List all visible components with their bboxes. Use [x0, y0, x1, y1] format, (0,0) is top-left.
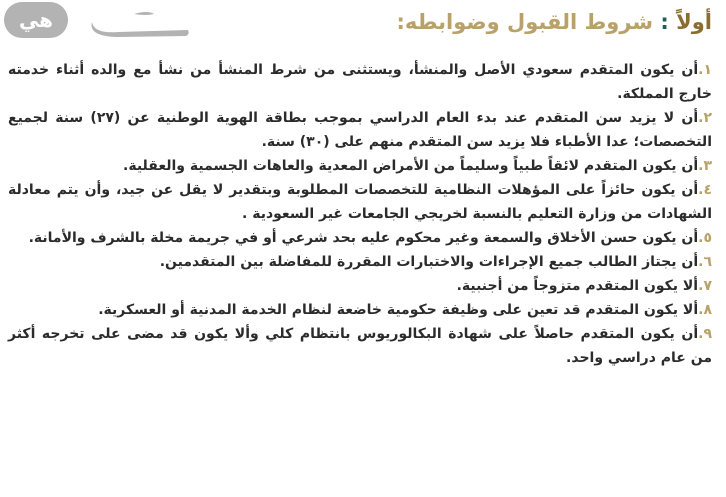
site-logo [0, 0, 200, 46]
condition-number: ٤. [698, 182, 712, 198]
condition-item [8, 106, 712, 154]
condition-text: أن يجتاز الطالب جميع الإجراءات والاختبارات المقررة للمفاضلة بين المتقدمين. [159, 254, 699, 270]
condition-text: ألا يكون المتقدم متزوجاً من أجنبية. [456, 278, 699, 294]
condition-number: ٩. [698, 326, 712, 342]
condition-number: ٥. [698, 230, 712, 246]
condition-number: ١. [698, 62, 712, 78]
condition-text: أن يكون حسن الأخلاق والسمعة وغير محكوم عليه بحد شرعي أو في جريمة مخلة بالشرف والأمانة. [28, 230, 699, 246]
condition-text: أن يكون حائزاً على المؤهلات النظامية للتخصصات المطلوبة وبتقدير لا يقل عن جيد، وأن يتم معادلة الشهادات من وزارة التعليم بالنسبة لخريجي الجامعات غير السعودية . [8, 182, 712, 222]
condition-text: أن يكون المتقدم سعودي الأصل والمنشأ، ويستثنى من شرط المنشأ من نشأ مع والده أثناء خدمته خارج المملكة. [8, 62, 712, 102]
section-heading [397, 10, 712, 34]
condition-text: ألا يكون المتقدم قد تعين على وظيفة حكومية خاضعة لنظام الخدمة المدنية أو العسكرية. [98, 302, 699, 318]
condition-item [8, 298, 712, 322]
condition-item [8, 226, 712, 250]
conditions-list [8, 58, 712, 370]
condition-text: أن لا يزيد سن المتقدم عند بدء العام الدراسي بموجب بطاقة الهوية الوطنية عن (٢٧) سنة لجميع التخصصات؛ عدا الأطباء فلا يزيد سن المتقدم منهم على (٣٠) سنة. [8, 110, 712, 150]
condition-item [8, 250, 712, 274]
logo-brush-icon [88, 8, 192, 38]
condition-number: ٣. [698, 158, 712, 174]
condition-item [8, 322, 712, 370]
condition-item [8, 58, 712, 106]
condition-item [8, 154, 712, 178]
condition-number: ٨. [698, 302, 712, 318]
heading-label: أولاً [676, 10, 712, 34]
condition-text: أن يكون المتقدم حاصلاً على شهادة البكالوريوس بانتظام كلي وألا يكون قد مضى على تخرجه أكثر من عام دراسي واحد. [8, 326, 712, 366]
condition-item [8, 274, 712, 298]
condition-number: ٦. [698, 254, 712, 270]
condition-number: ٧. [698, 278, 712, 294]
logo-badge: هي [4, 2, 68, 38]
condition-item [8, 178, 712, 226]
heading-colon: : [660, 10, 669, 34]
condition-number: ٢. [698, 110, 712, 126]
heading-title: شروط القبول وضوابطه: [396, 10, 654, 34]
condition-text: أن يكون المتقدم لائقاً طبياً وسليماً من الأمراض المعدية والعاهات الجسمية والعقلية. [123, 158, 699, 174]
